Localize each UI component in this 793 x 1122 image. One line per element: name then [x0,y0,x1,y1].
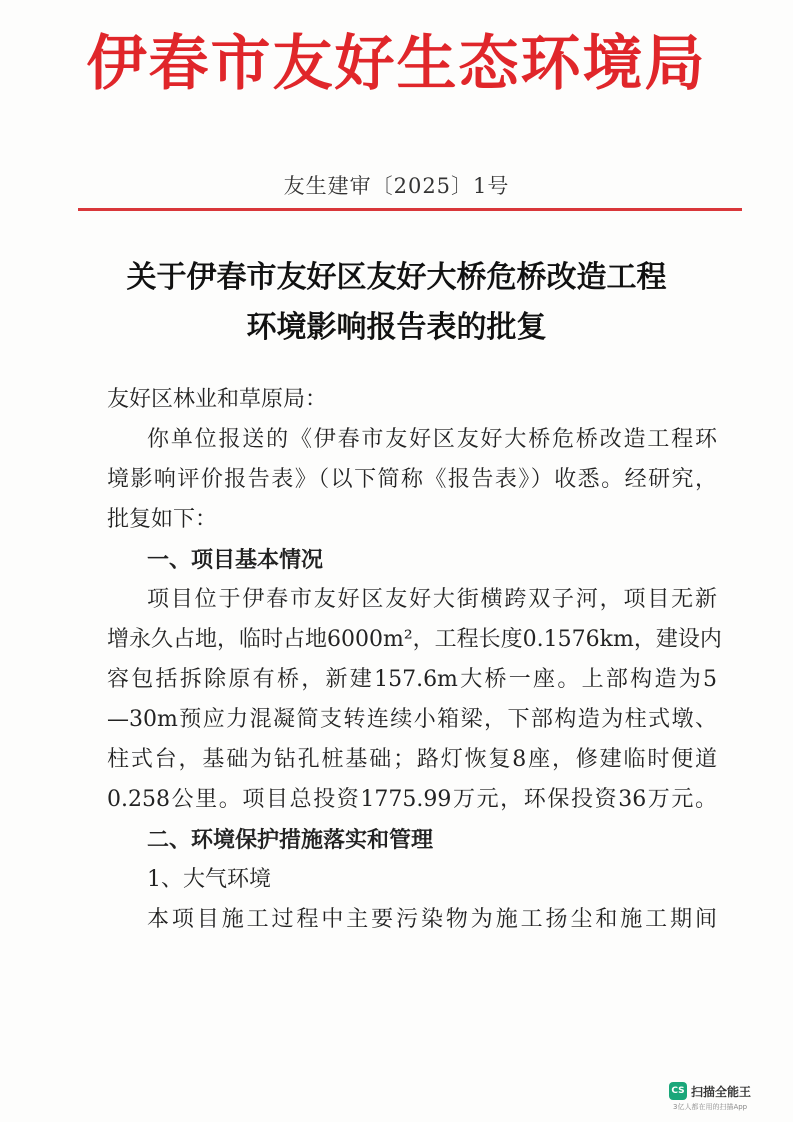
section-body-line: 项目位于伊春市友好区友好大街横跨双子河，项目无新 [147,587,717,612]
camscanner-watermark [669,1082,779,1112]
section-heading: 一、项目基本情况 [147,547,324,573]
camscanner-logo-icon: CS [669,1082,687,1100]
intro-line: 境影响评价报告表》（以下简称《报告表》）收悉。经研究， [107,467,717,492]
camscanner-tagline: 3亿人都在用的扫描App [673,1103,748,1111]
section-heading: 二、环境保护措施落实和管理 [147,827,434,853]
section-body-line: 容包括拆除原有桥，新建157.6m大桥一座。上部构造为5 [107,667,717,692]
salutation: 友好区林业和草原局： [107,387,328,412]
document-number: 友生建审〔2025〕1号 [283,174,510,198]
intro-line: 你单位报送的《伊春市友好区友好大桥危桥改造工程环 [147,427,717,452]
body-text [107,380,722,940]
document-title-line-2: 环境影响报告表的批复 [246,310,547,345]
section-body-line: 增永久占地，临时占地6000m²，工程长度0.1576km，建设内 [107,627,722,652]
section-body-line: —30m预应力混凝简支转连续小箱梁，下部构造为柱式墩、 [107,707,717,732]
camscanner-name: 扫描全能王 [691,1085,752,1099]
document-title-line-1: 关于伊春市友好区友好大桥危桥改造工程 [126,260,667,295]
section-body-line: 柱式台，基础为钻孔桩基础；路灯恢复8座，修建临时便道 [107,747,717,772]
red-divider-line [78,208,742,211]
intro-line: 批复如下： [107,507,218,532]
issuing-authority-header: 伊春市友好生态环境局 [86,29,707,99]
section-body-line: 0.258公里。项目总投资1775.99万元，环保投资36万元。 [107,787,717,812]
subsection-body-line: 本项目施工过程中主要污染物为施工扬尘和施工期间 [147,907,717,932]
subsection-heading: 1、大气环境 [147,867,271,892]
